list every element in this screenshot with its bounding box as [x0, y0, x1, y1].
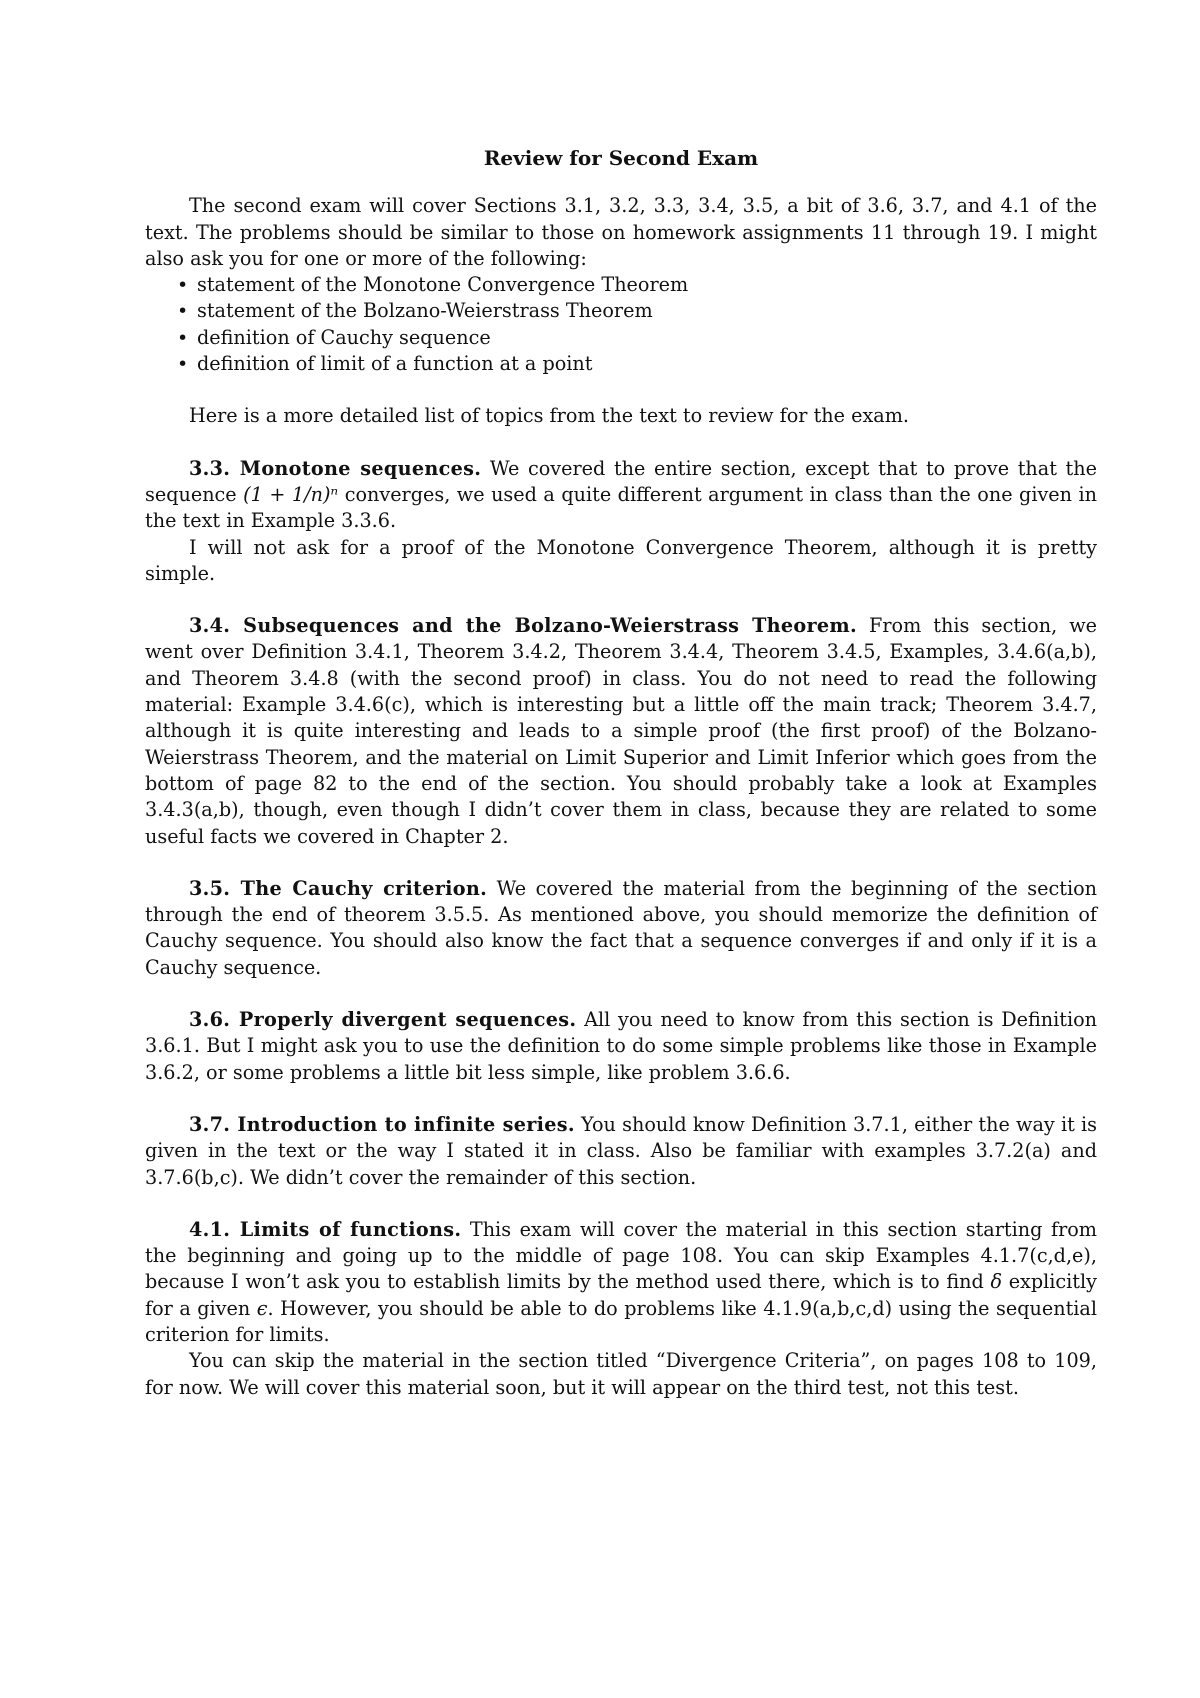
- exam-topics-list: [145, 272, 1097, 377]
- section-3-6-text: All you need to know from this section is Definition 3.6.1. But I might ask you to use the definition to do some simple problems like those in Example 3.6.2, or some problems a little bit less simple, like problem 3.6.6.: [145, 1008, 1097, 1084]
- section-3-3-paragraph: [145, 456, 1097, 535]
- section-3-3-text-a: We covered the entire section, except that to prove that the sequence: [145, 456, 1097, 506]
- list-item: • definition of Cauchy sequence: [177, 325, 1097, 351]
- section-3-5-heading: 3.5. The Cauchy criterion.: [189, 876, 488, 900]
- topics-intro: Here is a more detailed list of topics from the text to review for the exam.: [189, 404, 909, 428]
- section-3-7-heading: 3.7. Introduction to infinite series.: [189, 1112, 575, 1136]
- delta-symbol: δ: [990, 1270, 1003, 1294]
- section-4-1-paragraph-2: You can skip the material in the section titled “Divergence Criteria”, on pages 108 to 109, for now. We will cover this material soon, but it will appear on the third test, not this test.: [145, 1349, 1097, 1399]
- section-4-1-text-c: . However, you should be able to do problems like 4.1.9(a,b,c,d) using the sequential criterion for limits.: [145, 1296, 1097, 1346]
- section-3-3-heading: 3.3. Monotone sequences.: [189, 456, 482, 480]
- intro-paragraph: The second exam will cover Sections 3.1, 3.2, 3.3, 3.4, 3.5, a bit of 3.6, 3.7, and 4.1 of the text. The problems should be similar to those on homework assignments 11 through 19. I might also ask you for one or more of the following:: [145, 194, 1097, 270]
- section-4-1-text-b: explicitly for a given: [145, 1270, 1097, 1320]
- section-3-3-text-b: converges, we used a quite different argument in class than the one given in the text in Example 3.3.6.: [145, 482, 1097, 533]
- list-item: • statement of the Monotone Convergence Theorem: [177, 272, 1097, 298]
- section-3-7-paragraph: [145, 1112, 1097, 1191]
- page-title: Review for Second Exam: [483, 146, 759, 170]
- sequence-formula: (1 + 1/n)ⁿ: [243, 482, 339, 506]
- section-3-3-paragraph-2: I will not ask for a proof of the Monotone Convergence Theorem, although it is pretty simple.: [145, 535, 1097, 585]
- list-item: • statement of the Bolzano-Weierstrass Theorem: [177, 298, 1097, 324]
- section-4-1-heading: 4.1. Limits of functions.: [189, 1217, 462, 1241]
- section-3-7-text: You should know Definition 3.7.1, either the way it is given in the text or the way I stated it in class. Also be familiar with examples 3.7.2(a) and 3.7.6(b,c). We didn’t cover the remainder of this section.: [145, 1112, 1097, 1189]
- section-3-4-text: From this section, we went over Definition 3.4.1, Theorem 3.4.2, Theorem 3.4.4, Theorem 3.4.5, Examples, 3.4.6(a,b), and Theorem 3.4.8 (with the second proof) in class. You do not need to read the following material: Example 3.4.6(c), which is interesting but a little off the main track; Theorem 3.4.7, although it is quite interesting and leads to a simple proof (the first proof) of the Bolzano-Weierstrass Theorem, and the material on Limit Superior and Limit Inferior which goes from the bottom of page 82 to the end of the section. You should probably take a look at Examples 3.4.3(a,b), though, even though I didn’t cover them in class, because they are related to some useful facts we covered in Chapter 2.: [145, 614, 1097, 848]
- epsilon-symbol: ϵ: [256, 1296, 268, 1320]
- section-3-5-paragraph: [145, 876, 1097, 981]
- section-4-1-text-a: This exam will cover the material in this section starting from the beginning and going up to the middle of page 108. You can skip Examples 4.1.7(c,d,e), because I won’t ask you to establish limits by the method used there, which is to find: [145, 1217, 1097, 1294]
- document-page: [145, 145, 1097, 1401]
- section-4-1-paragraph: [145, 1217, 1097, 1348]
- list-item: • definition of limit of a function at a point: [177, 351, 1097, 377]
- section-3-6-paragraph: [145, 1007, 1097, 1086]
- section-3-5-text: We covered the material from the beginning of the section through the end of theorem 3.5.5. As mentioned above, you should memorize the definition of Cauchy sequence. You should also know the fact that a sequence converges if and only if it is a Cauchy sequence.: [145, 876, 1097, 979]
- section-3-4-heading: 3.4. Subsequences and the Bolzano-Weierstrass Theorem.: [189, 614, 858, 638]
- section-3-4-paragraph: [145, 613, 1097, 850]
- section-3-6-heading: 3.6. Properly divergent sequences.: [189, 1008, 577, 1032]
